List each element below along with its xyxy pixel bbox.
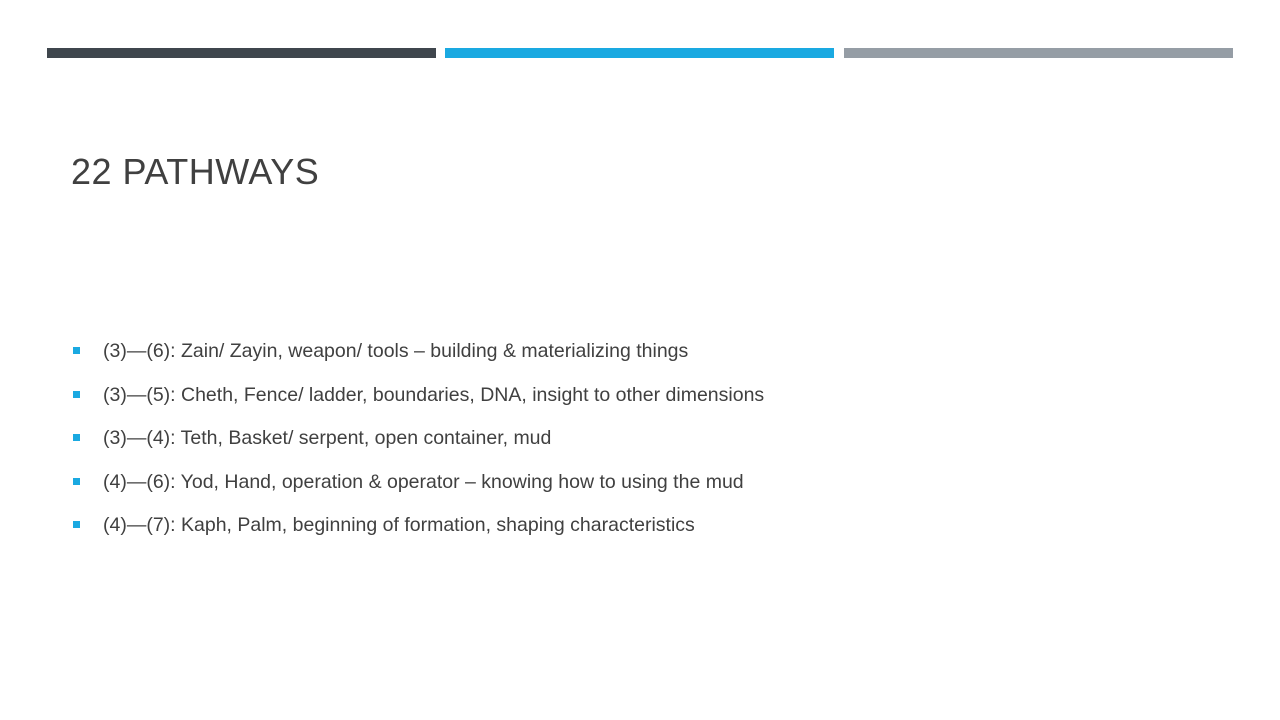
square-bullet-icon xyxy=(73,521,80,528)
square-bullet-icon xyxy=(73,347,80,354)
square-bullet-icon xyxy=(73,478,80,485)
slide-title: 22 PATHWAYS xyxy=(71,151,320,192)
bullet-item xyxy=(71,336,764,366)
bullet-list xyxy=(71,336,764,554)
bullet-item xyxy=(71,380,764,410)
bullet-text: (4)—(6): Yod, Hand, operation & operator – knowing how to using the mud xyxy=(103,470,744,493)
bullet-text: (3)—(6): Zain/ Zayin, weapon/ tools – building & materializing things xyxy=(103,340,689,362)
bullet-text: (3)—(4): Teth, Basket/ serpent, open container, mud xyxy=(103,427,552,449)
square-bullet-icon xyxy=(73,391,80,398)
accent-bar-blue xyxy=(445,48,834,58)
bullet-item xyxy=(71,467,764,497)
bullet-item xyxy=(71,423,764,453)
accent-bar-dark xyxy=(47,48,436,58)
square-bullet-icon xyxy=(73,434,80,441)
bullet-item xyxy=(71,510,764,540)
bullet-text: (4)—(7): Kaph, Palm, beginning of formation, shaping characteristics xyxy=(103,514,695,536)
bullet-text: (3)—(5): Cheth, Fence/ ladder, boundaries, DNA, insight to other dimensions xyxy=(103,383,765,406)
accent-bar-gray xyxy=(844,48,1233,58)
